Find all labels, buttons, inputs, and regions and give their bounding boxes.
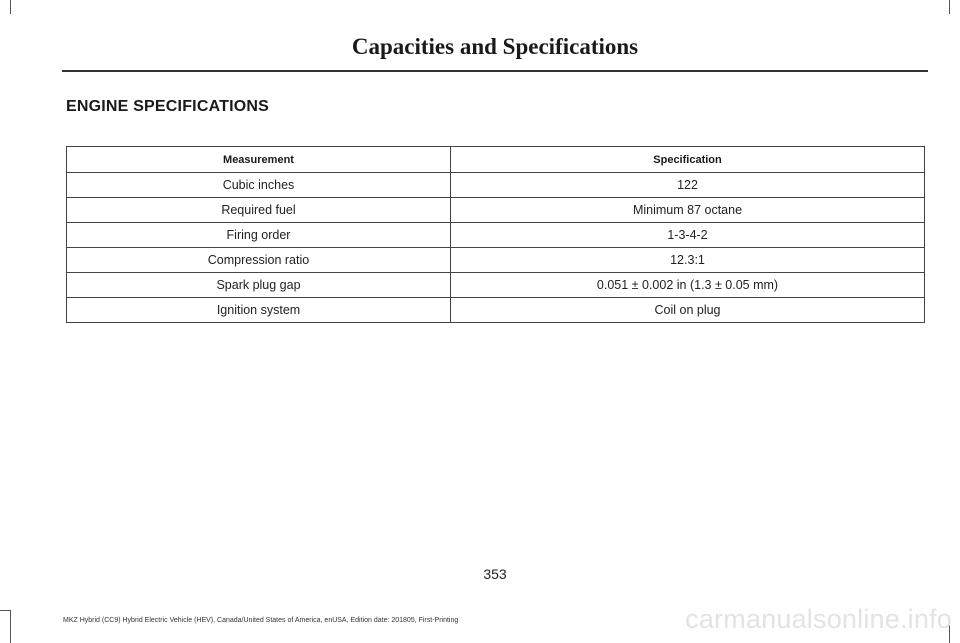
crop-mark-bottom-left-h — [0, 610, 11, 611]
table-row — [67, 273, 925, 298]
section-title: ENGINE SPECIFICATIONS — [66, 98, 270, 115]
page-header-title: Capacities and Specifications — [351, 34, 639, 59]
engine-specifications-table — [66, 146, 925, 323]
measurement-cell: Required fuel — [67, 198, 451, 223]
crop-mark-bottom-left — [10, 610, 11, 643]
crop-mark-top-left — [10, 0, 11, 14]
footer-edition-text: MKZ Hybrid (CC9) Hybrid Electric Vehicle (HEV), Canada/United States of America, enUSA, Edition date: 201805, First-Printing — [63, 617, 459, 624]
measurement-cell: Compression ratio — [67, 248, 451, 273]
crop-mark-top-right — [949, 0, 950, 14]
table-row — [67, 198, 925, 223]
specification-cell: 1-3-4-2 — [451, 223, 925, 248]
measurement-cell: Cubic inches — [67, 173, 451, 198]
table-row — [67, 298, 925, 323]
watermark: carmanualsonline.info — [685, 604, 952, 634]
table-row — [67, 173, 925, 198]
specification-cell: 12.3:1 — [451, 248, 925, 273]
page-number: 353 — [483, 566, 507, 582]
specification-cell: Coil on plug — [451, 298, 925, 323]
column-header-specification: Specification — [451, 147, 925, 173]
measurement-cell: Firing order — [67, 223, 451, 248]
measurement-cell: Spark plug gap — [67, 273, 451, 298]
column-header-measurement: Measurement — [67, 147, 451, 173]
table-header-row — [67, 147, 925, 173]
table-row — [67, 223, 925, 248]
table-row — [67, 248, 925, 273]
specification-cell: 122 — [451, 173, 925, 198]
specification-cell: 0.051 ± 0.002 in (1.3 ± 0.05 mm) — [451, 273, 925, 298]
specification-cell: Minimum 87 octane — [451, 198, 925, 223]
header-divider — [62, 70, 928, 72]
measurement-cell: Ignition system — [67, 298, 451, 323]
